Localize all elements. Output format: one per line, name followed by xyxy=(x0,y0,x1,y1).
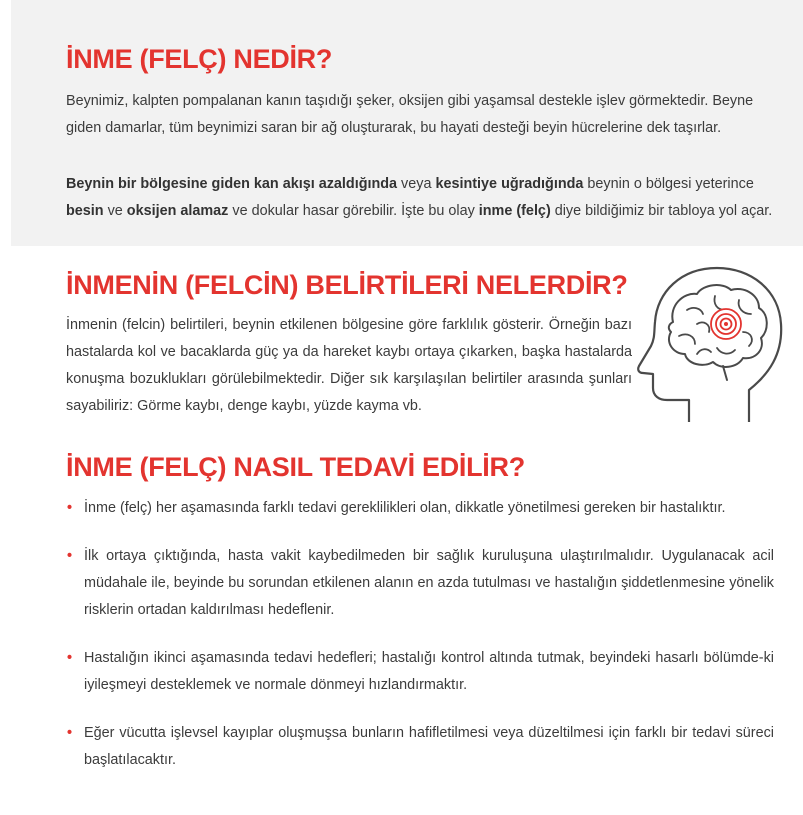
head-brain-icon xyxy=(631,262,789,422)
bullet-icon: • xyxy=(67,650,73,666)
symptoms-paragraph: İnmenin (felcin) belirtileri, beynin etkilenen bölgesine göre farklılık gösterir. Örneğin bazı hastalarda kol ve bacaklarda güç ya da hareket kaybı ortaya çıkarken, başka hastalarda konuşma bozuklukları görülebilmektedir. Diğer sık karşılaşılan belirtiler arasında şunları sayabiliriz: Görme kaybı, denge kaybı, yüzde kayma vb. xyxy=(66,317,632,414)
heading-symptoms: İNMENİN (FELCİN) BELİRTİLERİ NELERDİR? xyxy=(66,270,628,300)
list-item: • Eğer vücutta işlevsel kayıplar oluşmuşsa bunların hafifletilmesi veya düzeltilmesi için farklı bir tedavi süreci başlatılacaktır. xyxy=(66,720,774,774)
bullet-icon: • xyxy=(67,500,73,516)
list-item: • İnme (felç) her aşamasında farklı tedavi gereklilikleri olan, dikkatle yönetilmesi gereken bir hastalıktır. xyxy=(66,495,774,522)
heading-what-is-stroke: İNME (FELÇ) NEDİR? xyxy=(66,44,333,74)
heading-treatment: İNME (FELÇ) NASIL TEDAVİ EDİLİR? xyxy=(66,452,525,482)
treatment-list xyxy=(66,495,774,774)
list-item: • Hastalığın ikinci aşamasında tedavi hedefleri; hastalığı kontrol altında tutmak, beyindeki hasarlı bölümde-ki iyileşmeyi desteklemek ve normale dönmeyi hızlandırmaktır. xyxy=(66,645,774,699)
bullet-icon: • xyxy=(67,725,73,741)
list-item: • İlk ortaya çıktığında, hasta vakit kaybedilmeden bir sağlık kuruluşuna ulaştırılmalıdır. Uygulanacak acil müdahale ile, beyinde bu sorundan etkilenen alanın en azda tutulması ve hastalığın şiddetlenmesine yönelik risklerin ortadan kaldırılması hedeflenir. xyxy=(66,543,774,624)
intro-paragraph-2: Beynin bir bölgesine giden kan akışı azaldığında veya kesintiye uğradığında beynin o bölgesi yeterince besin ve oksijen alamaz ve dokular hasar görebilir. İşte bu olay inme (felç) diye bildiğimiz bir tabloya yol açar. xyxy=(66,176,773,219)
bullet-icon: • xyxy=(67,548,73,564)
intro-paragraph-1: Beynimiz, kalpten pompalanan kanın taşıdığı şeker, oksijen gibi yaşamsal destekle işlev görmektedir. Beyne giden damarlar, tüm beynimizi saran bir ağ oluşturarak, bu hayati desteği beyin hücrelerine dek taşırlar. xyxy=(66,93,754,136)
